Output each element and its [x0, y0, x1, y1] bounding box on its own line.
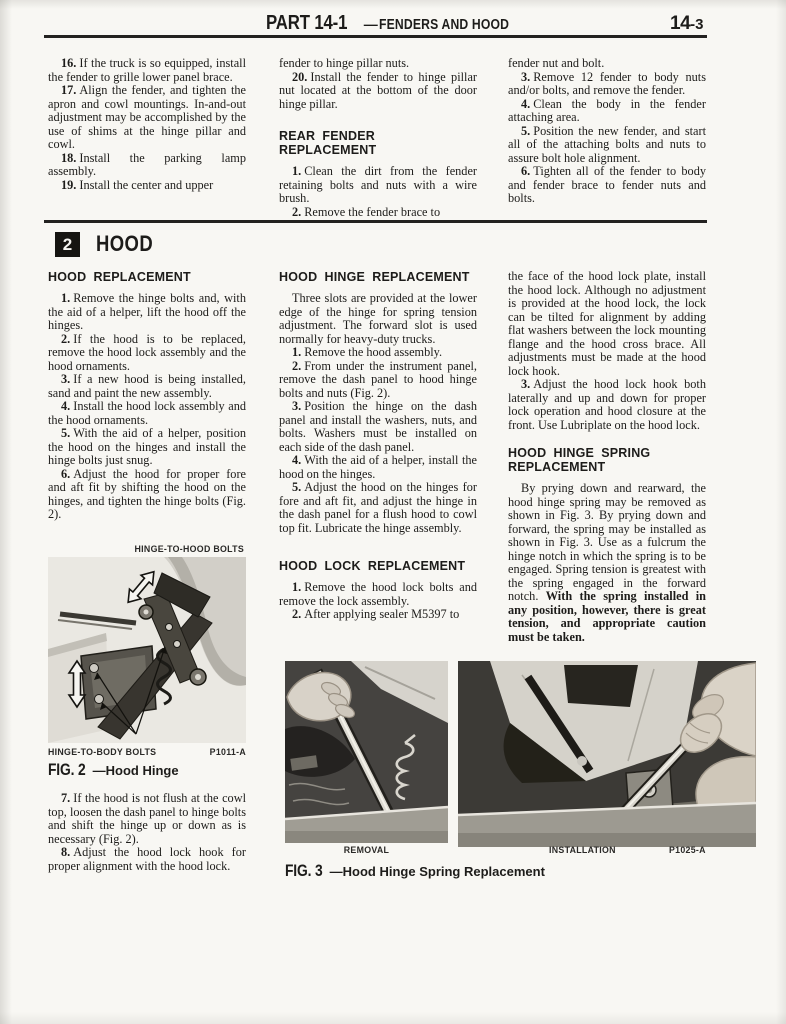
step-paragraph [279, 346, 477, 360]
fig2-caption-text: —Hood Hinge [92, 762, 179, 778]
step-number: 7. [61, 791, 71, 805]
intro-column-2 [279, 57, 477, 219]
section-divider-rule [44, 220, 707, 223]
heading-hood-hinge-spring-replacement: HOOD HINGE SPRING REPLACEMENT [508, 446, 651, 474]
step-text: Remove the hinge bolts and, with the aid of a helper, lift the hood off the hinges. [48, 291, 246, 332]
step-text: Clean the dirt from the fender retaining bolts and nuts with a wire brush. [279, 164, 477, 205]
fig3-caption-text: —Hood Hinge Spring Replacement [329, 864, 545, 879]
hinge-to-body-bolt [95, 694, 104, 703]
fig3-photo-code: P1025-A [669, 845, 706, 855]
step-number: 1. [61, 291, 71, 305]
main-column-1 [48, 270, 246, 873]
step-text: Install the hood lock assembly and the hood ornaments. [48, 399, 246, 427]
spring-caution-text: With the spring installed in any position, however, there is great tension, and appropriate caution must be taken. [508, 589, 706, 644]
fig2-caption [48, 760, 246, 779]
step-number: 2. [292, 358, 302, 373]
step-number: 8. [61, 845, 71, 859]
step-paragraph [48, 846, 246, 873]
fig3-caption-lead: FIG. 3 [285, 862, 323, 880]
step-text: Remove 12 fender to body nuts and/or bolts, and remove the fender. [508, 69, 706, 97]
step-paragraph [48, 333, 246, 374]
step-paragraph [279, 71, 477, 112]
step-text: If the hood is not flush at the cowl top, loosen the dash panel to hinge bolts and shift the hinge up or down as is necessary (Fig. 2). [48, 791, 246, 846]
section-title: HOOD [96, 231, 154, 256]
step-number: 5. [292, 480, 302, 494]
step-number: 1. [292, 580, 302, 594]
intro-paragraph: Three slots are provided at the lower edge of the hinge for spring tension adjustment. The forward slot is used normally for heavy-duty trucks. [279, 291, 477, 346]
continuation-text: fender to hinge pillar nuts. [279, 56, 410, 70]
spring-text: By prying down and rearward, the hood hinge spring may be removed as shown in Fig. 3. By prying down and forward, the spring may be installed as shown in Fig. 3. Use as a fulcrum the hinge notch in which the spring is to be engaged. Spring tension is greatest with the spring engaged in the forward notch. [508, 481, 706, 603]
step-number: 3. [292, 399, 302, 413]
step-text: Clean the body in the fender attaching area. [508, 96, 706, 124]
step-number: 1. [292, 345, 302, 359]
step-text: From under the instrument panel, remove the dash panel to hood hinge bolts and nuts (Fig. 2). [279, 358, 477, 400]
heading-rear-fender-replacement: REAR FENDER REPLACEMENT [279, 129, 377, 157]
fig3-caption [285, 862, 545, 881]
part-subtitle: FENDERS AND HOOD [378, 17, 509, 33]
step-number: 18. [61, 150, 77, 165]
intro-column-1 [48, 57, 246, 192]
step-paragraph [48, 373, 246, 400]
step-paragraph [508, 378, 706, 432]
step-paragraph [508, 165, 706, 206]
step-paragraph [279, 206, 477, 220]
fig2-under-labels [48, 747, 246, 757]
title-separator: — [363, 16, 378, 32]
step-text: Install the parking lamp assembly. [48, 150, 246, 178]
step-paragraph [48, 427, 246, 468]
hinge-to-hood-bolt [174, 640, 181, 647]
step-number: 3. [61, 372, 71, 386]
step-text: Adjust the hood on the hinges for fore and aft fit, and adjust the hinge in the dash panel for a flush hood to cowl top fit. Lubricate the hinge assembly. [279, 480, 477, 535]
step-number: 4. [521, 96, 531, 111]
step-text: Position the hinge on the dash panel and install the washers, nuts, and bolts. Washers must be installed on each side of the dash panel. [279, 399, 477, 454]
step-paragraph [48, 179, 246, 193]
step-paragraph [508, 125, 706, 166]
step-paragraph [279, 481, 477, 535]
fig2-label-hinge-to-hood-bolts: HINGE-TO-HOOD BOLTS [134, 543, 244, 554]
step-number: 5. [61, 426, 71, 440]
heading-hood-replacement: HOOD REPLACEMENT [48, 270, 191, 284]
step-text: Adjust the hood lock hook for proper alignment with the hood lock. [48, 845, 246, 873]
step-paragraph [279, 165, 477, 206]
step-number: 17. [61, 83, 77, 97]
step-paragraph [508, 98, 706, 125]
step-paragraph [48, 57, 246, 84]
step-text: Remove the fender brace to [304, 204, 441, 219]
fig3-label-installation: INSTALLATION [549, 845, 616, 855]
header-rule [44, 35, 707, 38]
step-number: 2. [61, 331, 71, 346]
page-number [670, 13, 703, 35]
step-text: If the hood is to be replaced, remove the hood lock assembly and the hood ornaments. [48, 331, 246, 373]
step-number: 2. [292, 204, 302, 219]
step-paragraph [48, 292, 246, 333]
step-text: Tighten all of the fender to body and fender brace to fender nuts and bolts. [508, 164, 706, 205]
step-text: Install the fender to hinge pillar nut located at the bottom of the door hinge pillar. [279, 69, 477, 111]
step-text: Install the center and upper [79, 177, 214, 192]
intro-column-3 [508, 57, 706, 206]
step-text: Adjust the hood lock hook both laterally and up and down for proper lock operation and hood closure at the front. Use Lubriplate on the hood lock. [508, 377, 706, 432]
step-text: Adjust the hood for proper fore and aft fit by shifting the hood on the hinges, and tighten the hinge bolts (Fig. 2). [48, 466, 246, 521]
page-number-major: 14 [670, 13, 691, 34]
step-number: 4. [292, 453, 302, 467]
figure-3 [283, 661, 756, 896]
step-paragraph [279, 360, 477, 401]
heading-hood-hinge-replacement: HOOD HINGE REPLACEMENT [279, 270, 470, 284]
step-number: 6. [61, 466, 71, 481]
step-number: 20. [292, 69, 308, 84]
step-text: If a new hood is being installed, sand and paint the new assembly. [48, 372, 246, 400]
step-number: 19. [61, 177, 77, 192]
step-number: 2. [292, 607, 302, 621]
step-paragraph [48, 152, 246, 179]
step-text: Remove the hood assembly. [304, 345, 443, 359]
step-paragraph [279, 581, 477, 608]
continuation-text: fender nut and bolt. [508, 56, 605, 70]
spring-paragraph [508, 482, 706, 644]
continuation-text: the face of the hood lock plate, install the hood lock. Although no adjustment is provided at the hood lock, the lock can be tilted for alignment by adding flat washers between the lock mounting flange and the hood cross brace. All adjustments must be made at the hood lock hook. [508, 269, 706, 378]
step-number: 3. [521, 69, 531, 84]
section-number-badge: 2 [55, 232, 80, 257]
step-paragraph [48, 792, 246, 846]
fig2-photo-code: P1011-A [209, 746, 246, 757]
step-text: Remove the hood lock bolts and remove the lock assembly. [279, 580, 477, 608]
step-text: With the aid of a helper, position the hood on the hinges and install the hinge bolts just snug. [48, 426, 246, 467]
step-paragraph [279, 608, 477, 622]
step-number: 1. [292, 164, 302, 178]
step-number: 6. [521, 164, 531, 178]
fig3-removal-photo [285, 661, 448, 843]
fig2-caption-lead: FIG. 2 [48, 760, 86, 779]
step-number: 4. [61, 399, 71, 413]
step-text: After applying sealer M5397 to [304, 607, 460, 621]
heading-hood-lock-replacement: HOOD LOCK REPLACEMENT [279, 559, 466, 573]
page-number-minor: -3 [690, 16, 704, 33]
main-column-3 [508, 270, 706, 644]
figure-2 [48, 544, 246, 779]
step-number: 16. [61, 56, 77, 70]
step-paragraph [48, 400, 246, 427]
step-paragraph [508, 71, 706, 98]
hinge-to-body-bolt [90, 663, 99, 672]
step-text: If the truck is so equipped, install the fender to grille lower panel brace. [48, 56, 246, 84]
step-text: Align the fender, and tighten the apron and cowl mountings. In-and-out adjustment may be accomplished by the use of shims at the hinge pillar and cowl. [48, 83, 246, 151]
step-paragraph [48, 468, 246, 522]
step-paragraph [48, 84, 246, 152]
fig2-hood-hinge-drawing [48, 557, 246, 743]
fig3-installation-photo [458, 661, 756, 847]
hinge-to-hood-bolt [166, 623, 173, 630]
step-paragraph [279, 454, 477, 481]
step-paragraph [279, 400, 477, 454]
part-number-title: PART 14-1 [266, 12, 348, 34]
fig3-label-removal: REMOVAL [343, 845, 390, 855]
step-number: 5. [521, 123, 531, 138]
step-number: 3. [521, 377, 531, 391]
page-title [266, 12, 534, 35]
fig2-label-hinge-to-body-bolts: HINGE-TO-BODY BOLTS [48, 746, 157, 757]
step-text: With the aid of a helper, install the hood on the hinges. [279, 453, 477, 481]
main-column-2 [279, 270, 477, 622]
step-text: Position the new fender, and start all of the attaching bolts and nuts to assure bolt hole alignment. [508, 123, 706, 165]
